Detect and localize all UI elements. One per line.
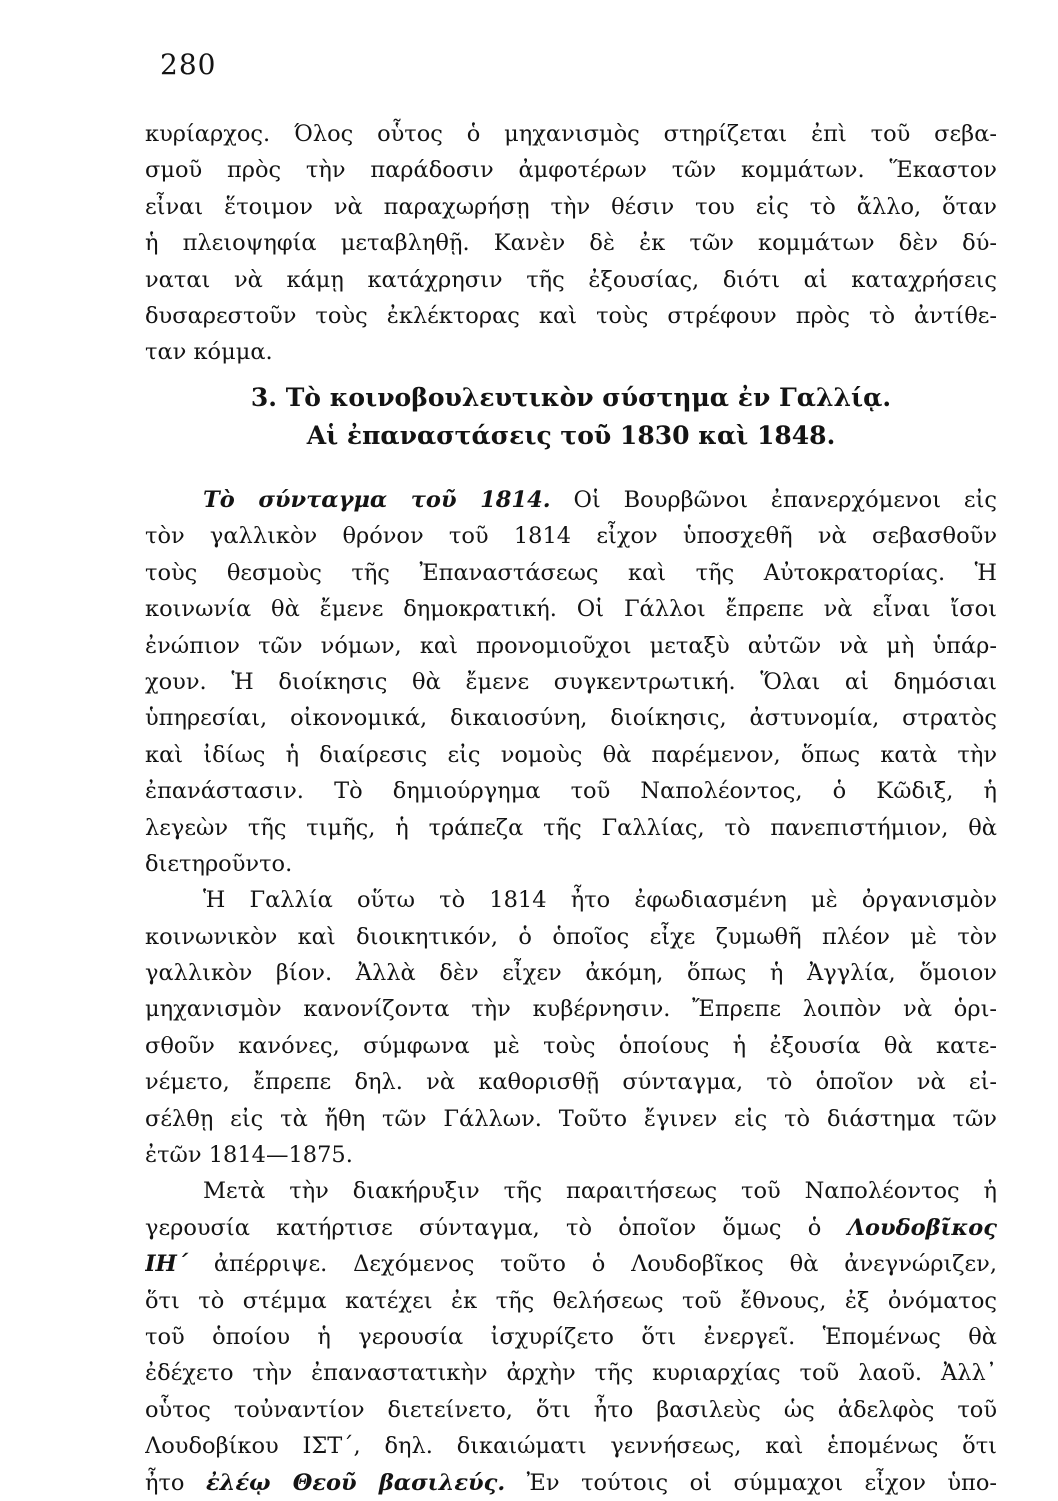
text-run: Οἱ Βουρβῶνοι ἐπανερχόμενοι εἰς	[550, 487, 997, 513]
text-run: ἦτο	[145, 1469, 206, 1496]
text-line: διετηροῦντο.	[145, 850, 293, 877]
subsection-title: Τὸ σύνταγμα τοῦ 1814.	[203, 487, 551, 513]
text-line: ὑπηρεσίαι, οἰκονομικά, δικαιοσύνη, διοίκησις, ἀστυνομία, στρατὸς	[145, 705, 997, 732]
text-line: εἶναι ἕτοιμον νὰ παραχωρήσῃ τὴν θέσιν του εἰς τὸ ἄλλο, ὅταν	[145, 193, 997, 220]
text-line: τοὺς θεσμοὺς τῆς Ἐπαναστάσεως καὶ τῆς Αὐτοκρατορίας. Ἡ	[145, 559, 997, 586]
text-line: κοινωνία θὰ ἔμενε δημοκρατική. Οἱ Γάλλοι ἔπρεπε νὰ εἶναι ἴσοι	[145, 596, 997, 623]
text-line: τὸν γαλλικὸν θρόνον τοῦ 1814 εἶχον ὑποσχεθῆ νὰ σεβασθοῦν	[145, 523, 997, 550]
text-line: κυρίαρχος. Όλος οὗτος ὁ μηχανισμὸς στηρίζεται ἐπὶ τοῦ σεβα-	[145, 121, 997, 147]
text-line: σέλθῃ εἰς τὰ ἤθη τῶν Γάλλων. Τοῦτο ἔγινεν εἰς τὸ διάστημα τῶν	[145, 1105, 997, 1132]
text-line: κοινωνικὸν καὶ διοικητικόν, ὁ ὁποῖος εἶχε ζυμωθῆ πλέον μὲ τὸν	[145, 923, 997, 950]
text-line: καὶ ἰδίως ἡ διαίρεσις εἰς νομοὺς θὰ παρέμενον, ὅπως κατὰ τὴν	[145, 741, 997, 768]
text-line: ἐπανάστασιν. Τὸ δημιούργημα τοῦ Ναπολέοντος, ὁ Κῶδιξ, ἡ	[145, 778, 997, 805]
text-run: γερουσία κατήρτισε σύνταγμα, τὸ ὁποῖον ὅμως ὁ	[145, 1214, 848, 1241]
text-line: λεγεὼν τῆς τιμῆς, ἡ τράπεζα τῆς Γαλλίας, τὸ πανεπιστήμιον, θὰ	[145, 814, 997, 841]
text-line	[145, 1465, 997, 1501]
text-line: ναται νὰ κάμῃ κατάχρησιν τῆς ἐξουσίας, διότι αἱ καταχρήσεις	[145, 266, 997, 293]
text-line: σμοῦ πρὸς τὴν παράδοσιν ἀμφοτέρων τῶν κομμάτων. Ἕκαστον	[145, 157, 997, 184]
text-line: σθοῦν κανόνες, σύμφωνα μὲ τοὺς ὁποίους ἡ ἐξουσία θὰ κατε-	[145, 1032, 997, 1059]
text-line-lead	[145, 482, 997, 518]
text-line: τοῦ ὁποίου ἡ γερουσία ἰσχυρίζετο ὅτι ἐνεργεῖ. Ἑπομένως θὰ	[145, 1323, 997, 1350]
text-run: ἀπέρριψε. Δεχόμενος τοῦτο ὁ Λουδοβῖκος θὰ ἀνεγνώριζεν,	[188, 1251, 997, 1278]
text-line: οὗτος τοὐναντίον διετείνετο, ὅτι ἦτο βασιλεὺς ὡς ἀδελφὸς τοῦ	[145, 1396, 997, 1423]
text-line: ὅτι τὸ στέμμα κατέχει ἐκ τῆς θελήσεως τοῦ ἔθνους, ἐξ ὀνόματος	[145, 1287, 997, 1314]
text-line: δυσαρεστοῦν τοὺς ἐκλέκτορας καὶ τοὺς στρέφουν πρὸς τὸ ἀντίθε-	[145, 302, 997, 329]
text-line: γαλλικὸν βίον. Ἀλλὰ δὲν εἶχεν ἀκόμη, ὅπως ἡ Ἀγγλία, ὅμοιον	[145, 960, 997, 987]
text-line: ἐδέχετο τὴν ἐπαναστατικὴν ἀρχὴν τῆς κυριαρχίας τοῦ λαοῦ. Ἀλλ᾿	[145, 1360, 997, 1387]
section-heading-line-2: Αἱ ἐπαναστάσεις τοῦ 1830 καὶ 1848.	[306, 421, 836, 450]
paragraph-2	[145, 482, 997, 1501]
section-heading-line-1: 3. Τὸ κοινοβουλευτικὸν σύστημα ἐν Γαλλίᾳ.	[250, 383, 892, 412]
emphasis-phrase: ἐλέῳ Θεοῦ βασιλεύς.	[206, 1469, 506, 1496]
text-line: Λουδοβίκου ΙΣΤ΄, δηλ. δικαιώματι γεννήσεως, καὶ ἑπομένως ὅτι	[145, 1433, 997, 1460]
text-line: ἡ πλειοψηφία μεταβληθῇ. Κανὲν δὲ ἐκ τῶν κομμάτων δὲν δύ-	[145, 230, 997, 257]
text-line: ἐνώπιον τῶν νόμων, καὶ προνομιοῦχοι μεταξὺ αὐτῶν νὰ μὴ ὑπάρ-	[145, 632, 997, 659]
text-run: Ἐν τούτοις οἱ σύμμαχοι εἶχον ὑπο-	[505, 1469, 997, 1496]
text-line: χουν. Ἡ διοίκησις θὰ ἔμενε συγκεντρωτική. Ὅλαι αἱ δημόσιαι	[145, 668, 997, 695]
text-line: ἐτῶν 1814—1875.	[145, 1142, 353, 1169]
text-line: μηχανισμὸν κανονίζοντα τὴν κυβέρνησιν. Ἔπρεπε λοιπὸν νὰ ὁρι-	[145, 996, 997, 1023]
text-line	[145, 1210, 997, 1246]
emphasis-name: Λουδοβῖκος	[847, 1214, 997, 1241]
text-line: ταν κόμμα.	[145, 339, 273, 366]
text-line: Ἡ Γαλλία οὕτω τὸ 1814 ἦτο ἐφωδιασμένη μὲ ὀργανισμὸν	[203, 887, 997, 914]
paragraph-1	[145, 116, 997, 371]
emphasis-numeral: ΙΗ΄	[145, 1251, 189, 1278]
text-line: Μετὰ τὴν διακήρυξιν τῆς παραιτήσεως τοῦ Ναπολέοντος ἡ	[203, 1178, 997, 1205]
text-line	[145, 1246, 997, 1282]
text-line: νέμετο, ἔπρεπε δηλ. νὰ καθορισθῇ σύνταγμα, τὸ ὁποῖον νὰ εἰ-	[145, 1069, 997, 1096]
page-number: 280	[160, 48, 217, 81]
